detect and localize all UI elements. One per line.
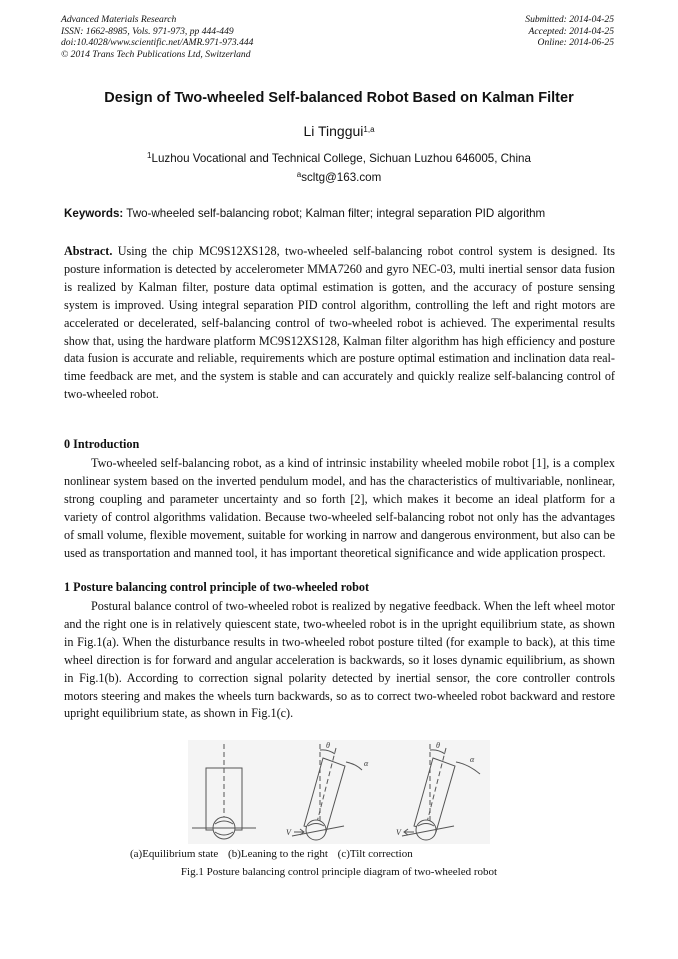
author xyxy=(0,123,678,139)
issn: ISSN: 1662-8985, Vols. 971-973, pp 444-449 xyxy=(61,25,234,37)
accepted-date: Accepted: 2014-04-25 xyxy=(528,25,614,37)
abstract-text: Using the chip MC9S12XS128, two-wheeled self-balancing robot control system is designed. Its posture information is detected by accelerometer MMA7260 and gyro NEC-03, multi inertial sensor data fusion is realized by Kalman filter, posture data optimal estimation is gotten, and the accuracy of posture sensing system is improved. Using integral separation PID control algorithm, controlling the left and right motors are accelerated or decelerated, self-balancing control of two-wheeled robot is achieved. The experimental results show that, using the hardware platform MC9S12XS128, Kalman filter algorithm has high efficiency and posture data fusion is accurate and reliable, requirements which are posture optimal estimation and inclination data real-time feedback are met, and the system is stable and can accurately and quickly realize self-balancing control of two-wheeled robot. xyxy=(64,244,615,402)
affiliation-text: Luzhou Vocational and Technical College, Sichuan Luzhou 646005, China xyxy=(151,152,531,165)
keywords-label: Keywords: xyxy=(64,207,124,220)
theta-label-b: θ xyxy=(326,741,330,750)
section1-heading: 1 Posture balancing control principle of two-wheeled robot xyxy=(64,580,370,594)
intro-paragraph: Two-wheeled self-balancing robot, as a kind of intrinsic instability wheeled mobile robot [1], is a complex nonlinear system based on the inverted pendulum model, and has the characteristics of multivariable, nonlinear, strong coupling and parameter uncertainty and so forth [2], which makes it become an ideal platform for a variety of control algorithms validation. Because two-wheeled self-balancing robot not only has the advantages of small volume, flexible movement, suitable for working in narrow and dangerous environment, but also can be used as transportation and manned tool, it has important theoretical significance and wide application prospect. xyxy=(64,456,615,560)
copyright: © 2014 Trans Tech Publications Ltd, Switzerland xyxy=(61,48,251,60)
paper-title: Design of Two-wheeled Self-balanced Robot Based on Kalman Filter xyxy=(104,90,574,106)
subcaption-c: (c)Tilt correction xyxy=(337,848,413,860)
doi: doi:10.4028/www.scientific.net/AMR.971-973.444 xyxy=(61,37,254,49)
author-name: Li Tinggui xyxy=(303,123,364,139)
abstract xyxy=(64,243,615,404)
theta-label-c: θ xyxy=(436,741,440,750)
keywords-text: Two-wheeled self-balancing robot; Kalman filter; integral separation PID algorithm xyxy=(126,207,546,220)
alpha-label-b: α xyxy=(364,759,369,768)
submitted-date: Submitted: 2014-04-25 xyxy=(525,14,614,25)
affiliation-sup: 1 xyxy=(147,151,152,160)
author-sup: 1,a xyxy=(363,125,375,134)
intro-body xyxy=(64,455,615,562)
figure-caption: Fig.1 Posture balancing control principle diagram of two-wheeled robot xyxy=(180,866,498,878)
alpha-label-c: α xyxy=(470,755,475,764)
email xyxy=(0,171,678,184)
email-text: scltg@163.com xyxy=(301,171,382,184)
affiliation xyxy=(0,152,678,165)
v-label-c: V xyxy=(396,828,401,837)
figure-subcaptions xyxy=(130,848,420,860)
subcaption-a: (a)Equilibrium state xyxy=(130,848,219,860)
keywords xyxy=(64,207,616,220)
figure-1-diagram xyxy=(188,740,490,844)
section1-body xyxy=(64,598,615,723)
section1-paragraph: Postural balance control of two-wheeled robot is realized by negative feedback. When the left wheel motor and the right one is in relatively quiescent state, two-wheeled robot is in the upright equilibrium state, as shown in Fig.1(a). When the disturbance results in two-wheeled robot posture tilted (for example to back), at this time wheel direction is for forward and angular acceleration is backwards, so it loses dynamic equilibrium, as shown in Fig.1(b). According to correction signal polarity detected by inertial sensor, the core controller controls motors steering and makes the wheels turn backwards, so as to correct two-wheeled robot backward and restore upright equilibrium state, as shown in Fig.1(c). xyxy=(64,599,615,721)
journal-name: Advanced Materials Research xyxy=(61,14,177,25)
intro-heading: 0 Introduction xyxy=(64,437,140,451)
v-label-b: V xyxy=(286,828,291,837)
subcaption-b: (b)Leaning to the right xyxy=(228,848,328,860)
dates-info xyxy=(525,14,614,49)
email-sup: a xyxy=(296,170,302,179)
abstract-label: Abstract. xyxy=(64,244,113,258)
journal-info xyxy=(61,14,253,60)
online-date: Online: 2014-06-25 xyxy=(537,37,614,49)
